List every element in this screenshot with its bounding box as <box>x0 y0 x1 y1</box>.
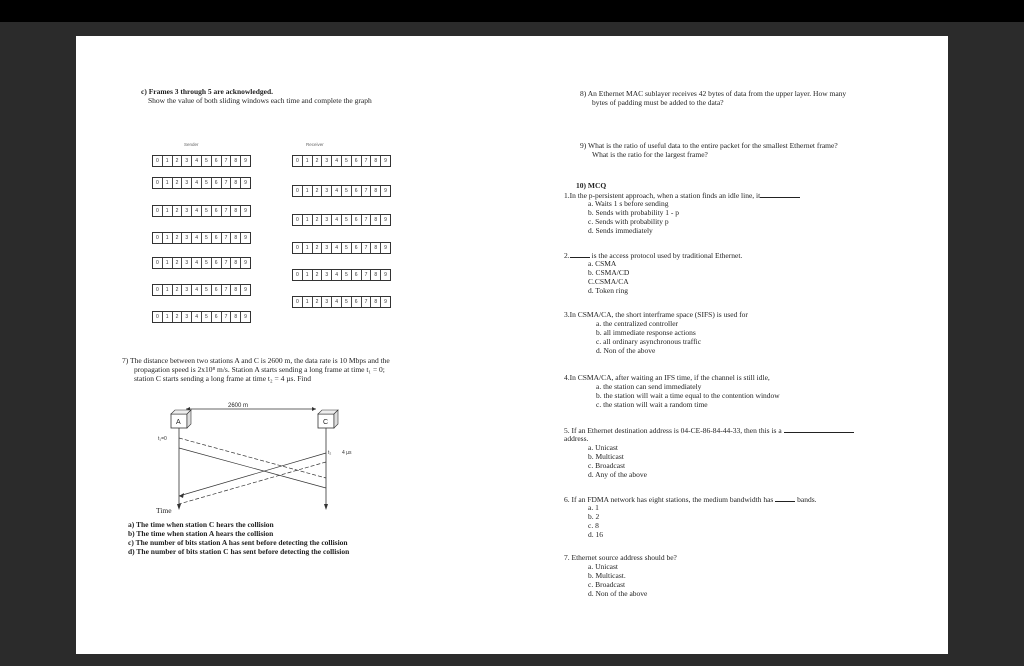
sender-window <box>152 205 251 217</box>
receiver-window <box>292 269 391 281</box>
window-cell: 9 <box>244 314 247 320</box>
window-cell: 1 <box>303 297 313 307</box>
mcq-1-option: a. Waits 1 s before sending <box>588 199 669 208</box>
question-8-line2: bytes of padding must be added to the data? <box>592 98 724 107</box>
question-c-title: c) Frames 3 through 5 are acknowledged. <box>141 87 274 96</box>
sender-window <box>152 232 251 244</box>
window-cell: 3 <box>322 243 332 253</box>
window-cell: 2 <box>313 270 323 280</box>
window-cell: 9 <box>244 260 247 266</box>
window-cell: 8 <box>231 285 241 295</box>
window-cell: 2 <box>173 312 183 322</box>
window-cell: 1 <box>163 206 173 216</box>
mcq-2-option: C.CSMA/CA <box>588 277 629 286</box>
window-cell: 9 <box>384 272 387 278</box>
mcq-7-option: d. Non of the above <box>588 589 648 598</box>
window-cell: 4 <box>332 215 342 225</box>
window-cell: 9 <box>244 208 247 214</box>
window-cell: 5 <box>342 297 352 307</box>
window-cell: 5 <box>202 233 212 243</box>
sender-window <box>152 155 251 167</box>
window-cell: 0 <box>153 233 163 243</box>
window-cell: 7 <box>222 178 232 188</box>
window-cell: 2 <box>313 156 323 166</box>
window-cell: 9 <box>244 287 247 293</box>
window-cell: 3 <box>182 312 192 322</box>
mcq-4-option: a. the station can send immediately <box>596 382 702 391</box>
window-cell: 1 <box>303 186 313 196</box>
station-c-label: C <box>323 419 329 426</box>
mcq-1-option: c. Sends with probability p <box>588 217 669 226</box>
window-cell: 4 <box>192 285 202 295</box>
mcq-title: 10) MCQ <box>576 181 607 190</box>
window-cell: 6 <box>352 215 362 225</box>
question-8-line1: 8) An Ethernet MAC sublayer receives 42 bytes of data from the upper layer. How many <box>580 89 847 98</box>
question-7-line2: propagation speed is 2x10⁸ m/s. Station A starts sending a long frame at time t₁ = 0; <box>134 365 385 374</box>
window-cell: 6 <box>212 156 222 166</box>
window-cell: 6 <box>212 285 222 295</box>
window-cell: 5 <box>202 156 212 166</box>
mcq-6-option: b. 2 <box>588 512 600 521</box>
receiver-window <box>292 155 391 167</box>
receiver-window <box>292 214 391 226</box>
window-cell: 2 <box>313 186 323 196</box>
mcq-3-option: c. all ordinary asynchronous traffic <box>596 337 702 346</box>
window-cell: 0 <box>153 178 163 188</box>
window-cell: 4 <box>332 186 342 196</box>
window-cell: 6 <box>212 206 222 216</box>
window-cell: 8 <box>231 258 241 268</box>
mcq-1-option: b. Sends with probability 1 - p <box>588 208 680 217</box>
window-cell: 8 <box>231 156 241 166</box>
top-bar <box>0 0 1024 22</box>
window-cell: 1 <box>163 233 173 243</box>
mcq-4-option: b. the station will wait a time equal to the contention window <box>596 391 780 400</box>
window-cell: 5 <box>202 178 212 188</box>
window-cell: 4 <box>192 312 202 322</box>
frame-c-path <box>179 453 326 496</box>
window-cell: 8 <box>371 215 381 225</box>
window-cell: 4 <box>332 297 342 307</box>
window-cell: 4 <box>192 206 202 216</box>
window-cell: 1 <box>163 156 173 166</box>
window-cell: 5 <box>342 186 352 196</box>
window-cell: 7 <box>362 243 372 253</box>
window-cell: 2 <box>313 215 323 225</box>
window-cell: 3 <box>182 178 192 188</box>
window-cell: 6 <box>352 297 362 307</box>
mcq-4-question: 4.In CSMA/CA, after waiting an IFS time, if the channel is still idle, <box>564 373 770 382</box>
window-cell: 6 <box>352 186 362 196</box>
window-cell: 0 <box>153 258 163 268</box>
question-7c: c) The number of bits station A has sent before detecting the collision <box>128 538 348 547</box>
window-cell: 5 <box>202 206 212 216</box>
window-cell: 6 <box>352 270 362 280</box>
window-cell: 7 <box>362 297 372 307</box>
window-cell: 9 <box>384 299 387 305</box>
window-cell: 2 <box>313 243 323 253</box>
mcq-2-option: b. CSMA/CD <box>588 268 630 277</box>
window-cell: 0 <box>293 186 303 196</box>
window-cell: 4 <box>332 156 342 166</box>
window-cell: 7 <box>222 233 232 243</box>
window-cell: 4 <box>332 270 342 280</box>
question-9-line2: What is the ratio for the largest frame? <box>592 150 708 159</box>
mcq-3-option: b. all immediate response actions <box>596 328 696 337</box>
window-cell: 9 <box>244 235 247 241</box>
t2-label: t₂ <box>328 450 332 456</box>
mcq-3-question: 3.In CSMA/CA, the short interframe space (SIFS) is used for <box>564 310 748 319</box>
window-cell: 6 <box>352 243 362 253</box>
window-cell: 3 <box>322 297 332 307</box>
question-7-line3: station C starts sending a long frame at time t₂ = 4 µs. Find <box>134 374 311 383</box>
window-cell: 7 <box>362 156 372 166</box>
window-cell: 0 <box>293 243 303 253</box>
receiver-window <box>292 185 391 197</box>
window-cell: 8 <box>231 178 241 188</box>
window-cell: 7 <box>222 312 232 322</box>
window-cell: 1 <box>163 178 173 188</box>
window-cell: 0 <box>153 312 163 322</box>
window-cell: 6 <box>212 258 222 268</box>
window-cell: 9 <box>244 180 247 186</box>
sender-window <box>152 284 251 296</box>
window-cell: 7 <box>222 206 232 216</box>
window-cell: 3 <box>182 156 192 166</box>
mcq-6-option: d. 16 <box>588 530 603 539</box>
window-cell: 7 <box>222 156 232 166</box>
window-cell: 9 <box>384 158 387 164</box>
station-a-label: A <box>176 419 181 426</box>
window-cell: 0 <box>153 156 163 166</box>
mcq-1-question: 1.In the p-persistent approach, when a station finds an idle line, it <box>564 191 800 201</box>
window-cell: 5 <box>342 270 352 280</box>
window-cell: 5 <box>202 285 212 295</box>
window-cell: 2 <box>313 297 323 307</box>
window-cell: 5 <box>342 243 352 253</box>
window-cell: 9 <box>244 158 247 164</box>
window-cell: 5 <box>202 312 212 322</box>
document-page <box>76 36 948 654</box>
window-cell: 3 <box>322 215 332 225</box>
receiver-label: Receiver <box>306 142 324 147</box>
question-7-line1: 7) The distance between two stations A and C is 2600 m, the data rate is 10 Mbps and the <box>122 356 390 365</box>
distance-label: 2600 m <box>228 403 249 409</box>
mcq-5-option: c. Broadcast <box>588 461 626 470</box>
sender-window <box>152 257 251 269</box>
mcq-6-question: 6. If an FDMA network has eight stations, the medium bandwidth has bands. <box>564 495 817 504</box>
collision-diagram <box>146 396 376 526</box>
question-7a: a) The time when station C hears the collision <box>128 520 274 529</box>
window-cell: 0 <box>293 156 303 166</box>
question-7b: b) The time when station A hears the collision <box>128 529 274 538</box>
window-cell: 5 <box>342 215 352 225</box>
window-cell: 8 <box>371 186 381 196</box>
frame-a-end-path <box>179 448 326 488</box>
mcq-5-option: b. Multicast <box>588 452 624 461</box>
mcq-2-option: a. CSMA <box>588 259 617 268</box>
window-cell: 7 <box>362 270 372 280</box>
mcq-5-option: a. Unicast <box>588 443 618 452</box>
mcq-7-question: 7. Ethernet source address should be? <box>564 553 677 562</box>
window-cell: 3 <box>322 270 332 280</box>
window-cell: 3 <box>182 258 192 268</box>
window-cell: 1 <box>163 285 173 295</box>
window-cell: 4 <box>192 178 202 188</box>
question-7d: d) The number of bits station C has sent before detecting the collision <box>128 547 350 556</box>
window-cell: 1 <box>303 156 313 166</box>
mcq-6-option: c. 8 <box>588 521 599 530</box>
distance-arrow-head-right <box>312 407 316 411</box>
time-label: Time <box>156 506 172 515</box>
window-cell: 3 <box>322 186 332 196</box>
window-cell: 4 <box>192 258 202 268</box>
window-cell: 3 <box>322 156 332 166</box>
mcq-4-option: c. the station will wait a random time <box>596 400 708 409</box>
window-cell: 0 <box>153 206 163 216</box>
window-cell: 0 <box>293 297 303 307</box>
t1-label: t₁=0 <box>158 436 167 442</box>
window-cell: 9 <box>384 245 387 251</box>
mcq-7-option: b. Multicast. <box>588 571 626 580</box>
window-cell: 7 <box>362 215 372 225</box>
window-cell: 9 <box>384 217 387 223</box>
window-cell: 0 <box>153 285 163 295</box>
window-cell: 3 <box>182 206 192 216</box>
mcq-5-question-cont: address. <box>564 434 589 443</box>
window-cell: 1 <box>303 215 313 225</box>
mcq-3-option: a. the centralized controller <box>596 319 679 328</box>
window-cell: 0 <box>293 215 303 225</box>
window-cell: 6 <box>212 233 222 243</box>
window-cell: 8 <box>231 233 241 243</box>
frame-a-path <box>179 438 326 478</box>
window-cell: 1 <box>163 258 173 268</box>
receiver-window <box>292 242 391 254</box>
window-cell: 7 <box>222 258 232 268</box>
window-cell: 8 <box>231 312 241 322</box>
receiver-window <box>292 296 391 308</box>
window-cell: 1 <box>303 243 313 253</box>
window-cell: 1 <box>303 270 313 280</box>
mcq-1-option: d. Sends immediately <box>588 226 653 235</box>
mcq-2-option: d. Token ring <box>588 286 628 295</box>
mcq-7-option: c. Broadcast <box>588 580 626 589</box>
mcq-5-question: 5. If an Ethernet destination address is 04-CE-86-84-44-33, then this is a <box>564 426 854 436</box>
window-cell: 8 <box>371 297 381 307</box>
window-cell: 8 <box>371 270 381 280</box>
window-cell: 8 <box>371 156 381 166</box>
mcq-6-option: a. 1 <box>588 503 599 512</box>
window-cell: 4 <box>332 243 342 253</box>
window-cell: 9 <box>384 188 387 194</box>
window-cell: 6 <box>352 156 362 166</box>
sender-window <box>152 311 251 323</box>
sender-window <box>152 177 251 189</box>
t2-value: 4 µs <box>342 450 352 456</box>
question-c-subtitle: Show the value of both sliding windows each time and complete the graph <box>148 96 372 105</box>
window-cell: 2 <box>173 258 183 268</box>
window-cell: 2 <box>173 285 183 295</box>
window-cell: 3 <box>182 233 192 243</box>
window-cell: 7 <box>222 285 232 295</box>
mcq-3-option: d. Non of the above <box>596 346 656 355</box>
window-cell: 5 <box>342 156 352 166</box>
mcq-7-option: a. Unicast <box>588 562 618 571</box>
window-cell: 8 <box>231 206 241 216</box>
window-cell: 6 <box>212 312 222 322</box>
window-cell: 4 <box>192 156 202 166</box>
window-cell: 7 <box>362 186 372 196</box>
sender-label: Sender <box>184 142 199 147</box>
window-cell: 2 <box>173 156 183 166</box>
window-cell: 2 <box>173 178 183 188</box>
window-cell: 1 <box>163 312 173 322</box>
window-cell: 0 <box>293 270 303 280</box>
window-cell: 8 <box>371 243 381 253</box>
question-9-line1: 9) What is the ratio of useful data to the entire packet for the smallest Ethernet frame? <box>580 141 838 150</box>
window-cell: 5 <box>202 258 212 268</box>
window-cell: 2 <box>173 206 183 216</box>
mcq-2-question: 2. is the access protocol used by traditional Ethernet. <box>564 251 743 260</box>
window-cell: 6 <box>212 178 222 188</box>
window-cell: 2 <box>173 233 183 243</box>
window-cell: 4 <box>192 233 202 243</box>
mcq-5-option: d. Any of the above <box>588 470 647 479</box>
window-cell: 3 <box>182 285 192 295</box>
